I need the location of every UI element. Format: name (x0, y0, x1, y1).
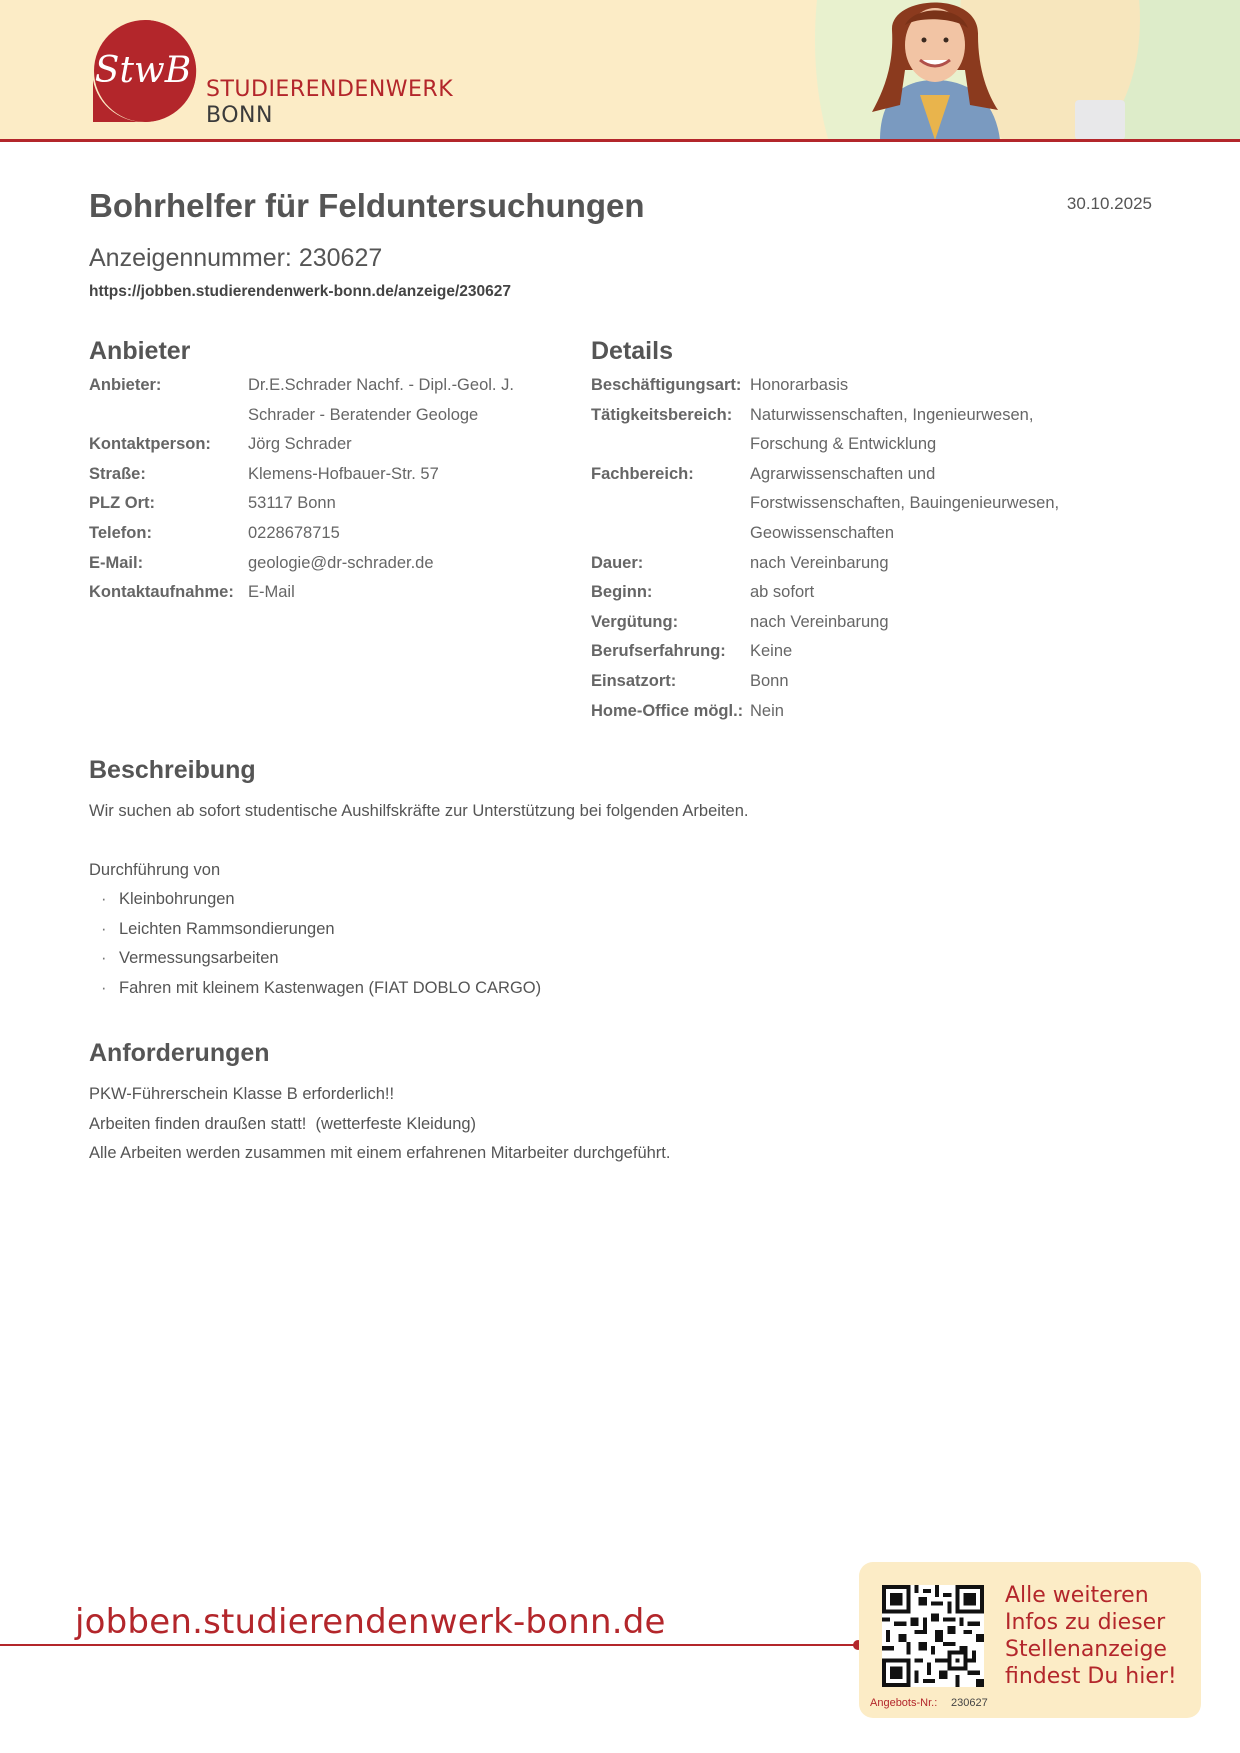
student-photo (850, 0, 1020, 140)
footer-site-link[interactable]: jobben.studierendenwerk-bonn.de (75, 1602, 666, 1642)
list-item-text: Leichten Rammsondierungen (119, 919, 335, 938)
requirement-line: PKW-Führerschein Klasse B erforderlich!! (89, 1085, 395, 1103)
details-row (591, 549, 1080, 579)
details-label: Fachbereich: (591, 464, 694, 483)
details-value: Naturwissenschaften, Ingenieurwesen, Forschung & Entwicklung (750, 405, 1034, 454)
details-label: Tätigkeitsbereich: (591, 405, 733, 424)
description-list-label: Durchführung von (89, 861, 221, 879)
qr-callout-text: Alle weiteren Infos zu dieser Stellenanzeige findest Du hier! (1005, 1583, 1177, 1689)
provider-value: Jörg Schrader (248, 435, 352, 454)
provider-row (89, 549, 538, 579)
ad-number-value: 230627 (298, 244, 383, 272)
provider-row (89, 578, 538, 608)
ad-number-label: Anzeigennummer: (89, 244, 292, 272)
details-value: Keine (750, 642, 793, 661)
provider-value: E-Mail (248, 583, 295, 602)
provider-label: Telefon: (89, 523, 152, 542)
job-title: Bohrhelfer für Felduntersuchungen (89, 187, 645, 224)
details-value: Nein (750, 701, 784, 720)
details-table (591, 371, 1080, 726)
details-row (591, 697, 1080, 727)
email-link[interactable]: geologie@dr-schrader.de (248, 553, 434, 572)
details-row (591, 460, 1080, 549)
provider-row (89, 460, 538, 490)
details-value: Agrarwissenschaften und Forstwissenschaften, Bauingenieurwesen, Geowissenschaften (750, 464, 1060, 542)
ad-url-link[interactable]: https://jobben.studierendenwerk-bonn.de/anzeige/230627 (89, 283, 512, 300)
list-item-text: Fahren mit kleinem Kastenwagen (FIAT DOBLO CARGO) (119, 978, 542, 997)
provider-row (89, 430, 538, 460)
list-item (89, 944, 541, 974)
details-label: Beginn: (591, 583, 653, 602)
header-divider (0, 139, 1240, 142)
details-value: nach Vereinbarung (750, 612, 889, 631)
list-item (89, 885, 541, 915)
requirement-line: Arbeiten finden draußen statt! (wetterfeste Kleidung) (89, 1114, 477, 1133)
requirements-heading: Anforderungen (89, 1039, 270, 1067)
details-row (591, 608, 1080, 638)
provider-row (89, 489, 538, 519)
offer-number-value: 230627 (951, 1697, 988, 1709)
ad-number (89, 244, 382, 273)
provider-row (89, 519, 538, 549)
details-row (591, 401, 1080, 460)
qr-card (859, 1562, 1201, 1718)
provider-value: 0228678715 (248, 523, 340, 542)
provider-row (89, 371, 538, 430)
requirement-line: Alle Arbeiten werden zusammen mit einem erfahrenen Mitarbeiter durchgeführt. (89, 1144, 671, 1163)
description-heading: Beschreibung (89, 756, 256, 784)
details-row (591, 578, 1080, 608)
footer-divider (0, 1644, 858, 1646)
list-item-text: Kleinbohrungen (119, 890, 235, 908)
brand-name: STUDIERENDENWERK (206, 77, 454, 102)
offer-number-label: Angebots-Nr.: (870, 1697, 938, 1709)
description-list (89, 885, 541, 1003)
details-label: Dauer: (591, 553, 644, 572)
header-banner (0, 0, 1240, 140)
requirements-text (89, 1080, 670, 1169)
provider-label: Kontaktaufnahme: (89, 583, 234, 602)
provider-label: Straße: (89, 464, 146, 483)
details-label: Einsatzort: (591, 671, 677, 690)
logo-monogram: StwB (94, 50, 192, 91)
publication-date: 30.10.2025 (1066, 194, 1152, 213)
details-label: Berufserfahrung: (591, 642, 726, 661)
details-label: Vergütung: (591, 612, 679, 631)
bullet: · (101, 919, 107, 938)
provider-value: 53117 Bonn (248, 494, 336, 513)
list-item (89, 915, 541, 945)
provider-value: Klemens-Hofbauer-Str. 57 (248, 464, 439, 483)
details-heading: Details (591, 337, 673, 365)
provider-heading: Anbieter (89, 337, 191, 365)
list-item-text: Vermessungsarbeiten (119, 949, 279, 968)
details-row (591, 637, 1080, 667)
bullet: · (101, 949, 107, 968)
provider-label: PLZ Ort: (89, 494, 155, 513)
provider-label: Anbieter: (89, 376, 162, 394)
list-item (89, 974, 541, 1004)
laptop-image (1070, 95, 1130, 140)
provider-table (89, 371, 538, 608)
details-value: ab sofort (750, 583, 815, 602)
details-label: Beschäftigungsart: (591, 376, 742, 394)
brand-city: BONN (206, 103, 273, 128)
bullet: · (101, 978, 107, 997)
provider-label: E-Mail: (89, 553, 144, 572)
description-intro: Wir suchen ab sofort studentische Aushilfskräfte zur Unterstützung bei folgenden Arbeiten. (89, 802, 749, 820)
stwb-logo-icon (93, 20, 197, 122)
qr-code-icon[interactable] (882, 1585, 984, 1687)
details-value: nach Vereinbarung (750, 553, 889, 572)
details-row (591, 371, 1080, 401)
details-label: Home-Office mögl.: (591, 701, 744, 720)
bullet: · (101, 890, 107, 908)
provider-label: Kontaktperson: (89, 435, 211, 454)
details-value: Bonn (750, 671, 789, 690)
details-value: Honorarbasis (750, 376, 849, 394)
provider-value: Dr.E.Schrader Nachf. - Dipl.-Geol. J. Schrader - Beratender Geologe (248, 376, 514, 424)
details-row (591, 667, 1080, 697)
